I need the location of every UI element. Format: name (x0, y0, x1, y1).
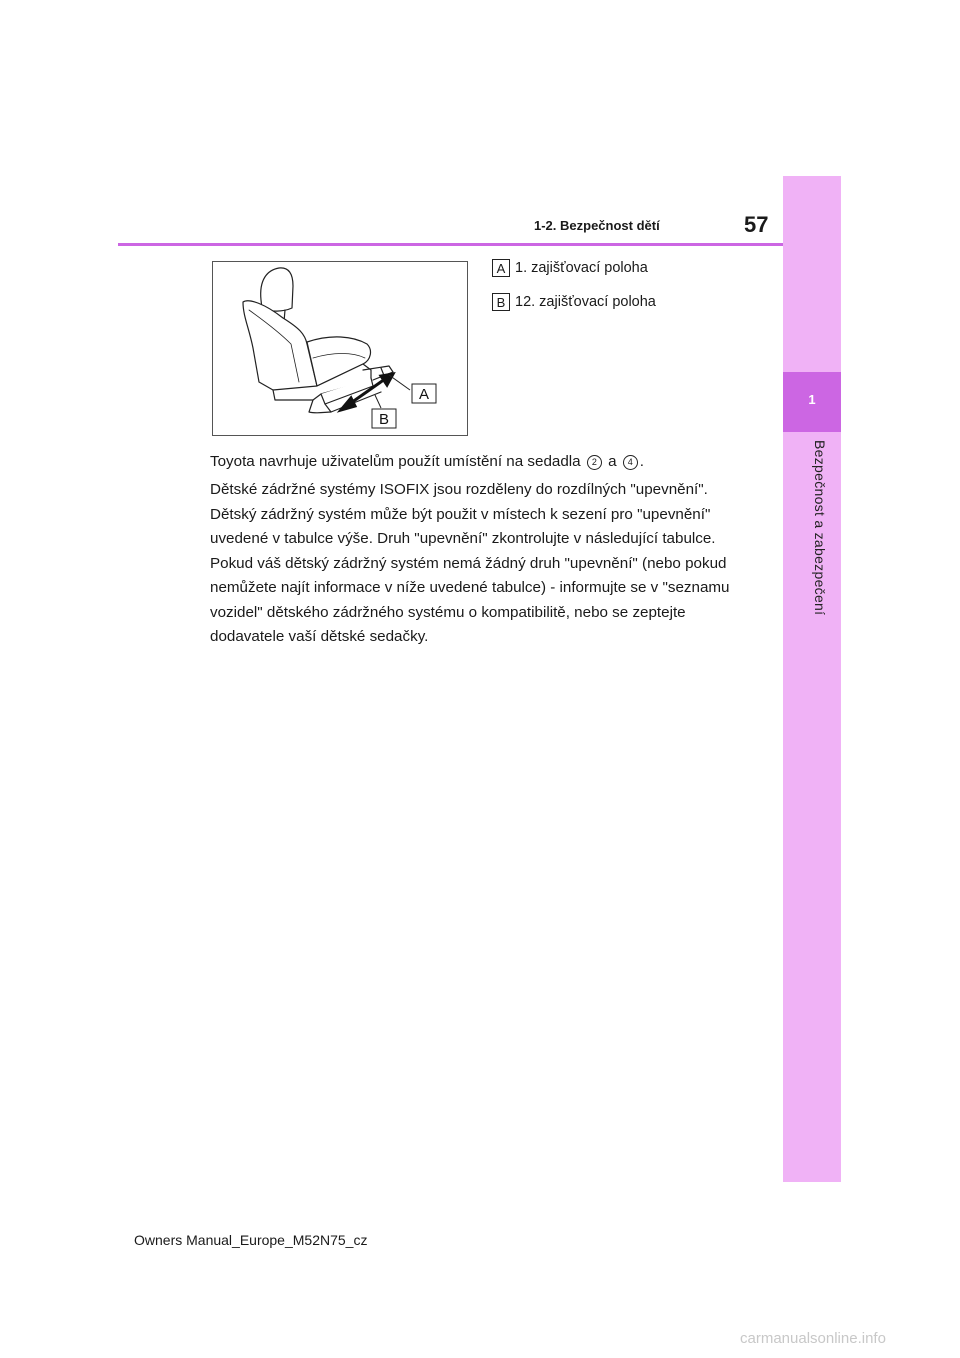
chapter-side-tab (783, 176, 841, 1182)
legend-key-a: A (492, 259, 510, 277)
callout-a-label: A (418, 386, 430, 403)
header-rule (118, 243, 783, 246)
para1-conjunction: a (608, 453, 617, 470)
legend-item-a (492, 259, 648, 277)
section-title: 1-2. Bezpečnost dětí (534, 218, 660, 233)
chapter-title: Bezpečnost a zabezpečení (812, 440, 828, 616)
legend-text-a: 1. zajišťovací poloha (515, 260, 648, 276)
paragraph-isofix-info: Dětské zádržné systémy ISOFIX jsou rozděleny do rozdílných "upevnění". Dětský zádržný systém může být použit v místech k sezení pro "upevnění" uvedené v tabulce výše. Druh "upevnění" zkontrolujte v následující tabulce. Pokud váš dětský zádržný systém nemá žádný druh "upevnění" (nebo pokud nemůžete najít informace v níže uvedené tabulce) - informujte se v "seznamu vozidel" dětského zádržného systému o kompatibilitě, nebo se zeptejte dodavatele vaší dětské sedačky. (210, 481, 730, 645)
document-footer: Owners Manual_Europe_M52N75_cz (134, 1232, 368, 1248)
para1-end: . (639, 453, 645, 470)
seat-number-badge: 2 (587, 455, 602, 470)
watermark: carmanualsonline.info (740, 1330, 886, 1347)
legend-key-b: B (492, 293, 510, 311)
callout-b-label: B (378, 411, 390, 428)
seat-number-badge: 4 (623, 455, 638, 470)
page-number: 57 (744, 212, 769, 237)
legend-item-b (492, 293, 656, 311)
seat-drawing (213, 262, 467, 435)
paragraph-seating-recommendation (210, 450, 750, 475)
para1-text: Toyota navrhuje uživatelům použít umístění na sedadla (210, 453, 581, 470)
seat-illustration (212, 261, 468, 436)
chapter-number: 1 (808, 392, 816, 407)
legend-text-b: 12. zajišťovací poloha (515, 294, 656, 310)
